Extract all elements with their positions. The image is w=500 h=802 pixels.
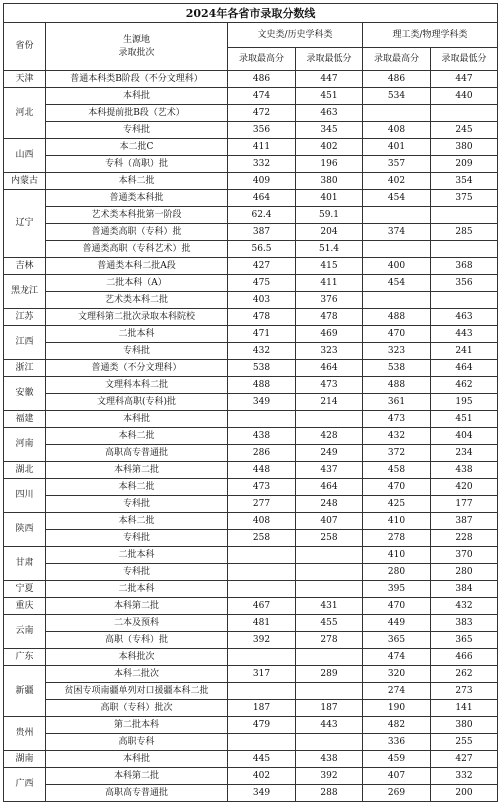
table-row (4, 496, 498, 513)
science-min-cell: 432 (431, 598, 498, 615)
table-row (4, 666, 498, 683)
table-row (4, 462, 498, 479)
science-min-cell: 384 (431, 581, 498, 598)
province-cell: 河北 (4, 88, 46, 139)
science-min-cell: 228 (431, 530, 498, 547)
liberal-min-cell: 478 (296, 309, 363, 326)
science-max-cell: 374 (363, 224, 431, 241)
liberal-max-cell: 408 (228, 513, 296, 530)
province-cell: 宁夏 (4, 581, 46, 598)
science-min-cell: 195 (431, 394, 498, 411)
liberal-min-cell: 204 (296, 224, 363, 241)
liberal-min-cell (296, 411, 363, 428)
batch-cell: 专科批 (46, 564, 228, 581)
liberal-max-cell: 427 (228, 258, 296, 275)
liberal-max-cell: 481 (228, 615, 296, 632)
science-max-cell: 432 (363, 428, 431, 445)
batch-cell: 本科第二批 (46, 598, 228, 615)
province-cell: 广西 (4, 768, 46, 802)
science-min-cell: 370 (431, 547, 498, 564)
batch-cell: 普通类本科批 (46, 190, 228, 207)
province-cell: 江西 (4, 326, 46, 360)
liberal-max-cell: 479 (228, 717, 296, 734)
table-row (4, 224, 498, 241)
province-cell: 内蒙古 (4, 173, 46, 190)
table-row (4, 88, 498, 105)
liberal-max-cell: 277 (228, 496, 296, 513)
liberal-max-cell: 258 (228, 530, 296, 547)
liberal-max-cell: 349 (228, 785, 296, 802)
batch-cell: 本科第二批 (46, 462, 228, 479)
science-min-cell: 365 (431, 632, 498, 649)
science-min-cell: 451 (431, 411, 498, 428)
science-min-cell: 383 (431, 615, 498, 632)
liberal-max-cell: 478 (228, 309, 296, 326)
science-min-cell: 209 (431, 156, 498, 173)
header-batch-line2: 录取批次 (118, 47, 155, 58)
batch-cell: 本科批 (46, 751, 228, 768)
science-min-cell: 466 (431, 649, 498, 666)
liberal-min-cell: 431 (296, 598, 363, 615)
science-min-cell: 463 (431, 309, 498, 326)
liberal-max-cell: 402 (228, 768, 296, 785)
header-science-min: 录取最低分 (431, 48, 498, 71)
header-science-max: 录取最高分 (363, 48, 431, 71)
liberal-max-cell: 445 (228, 751, 296, 768)
liberal-min-cell: 278 (296, 632, 363, 649)
liberal-min-cell: 464 (296, 479, 363, 496)
science-max-cell: 190 (363, 700, 431, 717)
science-min-cell (431, 241, 498, 258)
liberal-max-cell: 471 (228, 326, 296, 343)
liberal-max-cell: 62.4 (228, 207, 296, 224)
table-title: 2024年各省市录取分数线 (4, 4, 498, 23)
province-cell: 云南 (4, 615, 46, 649)
province-cell: 山西 (4, 139, 46, 173)
table-row (4, 564, 498, 581)
science-max-cell: 365 (363, 632, 431, 649)
table-row (4, 445, 498, 462)
liberal-min-cell: 443 (296, 717, 363, 734)
batch-cell: 文理科高职(专科)批 (46, 394, 228, 411)
liberal-min-cell: 407 (296, 513, 363, 530)
province-cell: 甘肃 (4, 547, 46, 581)
liberal-max-cell: 472 (228, 105, 296, 122)
science-min-cell (431, 292, 498, 309)
science-max-cell (363, 207, 431, 224)
header-liberal-arts: 文史类/历史学科类 (228, 23, 363, 48)
header-science: 理工类/物理学科类 (363, 23, 498, 48)
science-max-cell: 449 (363, 615, 431, 632)
batch-cell: 本科二批 (46, 428, 228, 445)
province-cell: 重庆 (4, 598, 46, 615)
province-cell: 福建 (4, 411, 46, 428)
batch-cell: 二批本科 (46, 581, 228, 598)
liberal-max-cell: 486 (228, 71, 296, 88)
table-row (4, 632, 498, 649)
province-cell: 吉林 (4, 258, 46, 275)
science-min-cell: 141 (431, 700, 498, 717)
batch-cell: 本科二批 (46, 513, 228, 530)
batch-cell: 普通类（不分文理科） (46, 360, 228, 377)
liberal-min-cell (296, 581, 363, 598)
header-liberal-max: 录取最高分 (228, 48, 296, 71)
province-cell: 湖北 (4, 462, 46, 479)
science-max-cell: 473 (363, 411, 431, 428)
liberal-min-cell: 51.4 (296, 241, 363, 258)
batch-cell: 本科第二批 (46, 768, 228, 785)
science-max-cell: 410 (363, 547, 431, 564)
science-max-cell: 534 (363, 88, 431, 105)
science-max-cell: 274 (363, 683, 431, 700)
table-row (4, 360, 498, 377)
table-row (4, 377, 498, 394)
batch-cell: 本科批 (46, 411, 228, 428)
table-row (4, 105, 498, 122)
batch-cell: 普通类高职（专科艺术）批 (46, 241, 228, 258)
table-row (4, 428, 498, 445)
science-max-cell (363, 292, 431, 309)
liberal-min-cell (296, 649, 363, 666)
science-min-cell: 332 (431, 768, 498, 785)
batch-cell: 二本及预科 (46, 615, 228, 632)
liberal-max-cell (228, 581, 296, 598)
science-max-cell: 470 (363, 326, 431, 343)
table-row (4, 683, 498, 700)
science-max-cell: 357 (363, 156, 431, 173)
province-cell: 安徽 (4, 377, 46, 411)
science-min-cell: 440 (431, 88, 498, 105)
header-batch (46, 23, 228, 71)
table-row (4, 343, 498, 360)
science-max-cell: 488 (363, 309, 431, 326)
liberal-min-cell: 345 (296, 122, 363, 139)
liberal-max-cell (228, 547, 296, 564)
liberal-max-cell: 411 (228, 139, 296, 156)
science-min-cell: 387 (431, 513, 498, 530)
liberal-max-cell (228, 734, 296, 751)
science-max-cell: 407 (363, 768, 431, 785)
science-max-cell (363, 105, 431, 122)
table-row (4, 207, 498, 224)
science-max-cell: 323 (363, 343, 431, 360)
liberal-max-cell: 392 (228, 632, 296, 649)
liberal-min-cell (296, 683, 363, 700)
liberal-min-cell: 464 (296, 360, 363, 377)
table-row (4, 139, 498, 156)
liberal-min-cell: 451 (296, 88, 363, 105)
science-min-cell: 368 (431, 258, 498, 275)
science-min-cell: 262 (431, 666, 498, 683)
table-row (4, 122, 498, 139)
batch-cell: 本科二批次 (46, 666, 228, 683)
liberal-min-cell: 187 (296, 700, 363, 717)
science-min-cell (431, 207, 498, 224)
liberal-min-cell (296, 734, 363, 751)
province-cell: 陕西 (4, 513, 46, 547)
science-max-cell: 470 (363, 479, 431, 496)
science-max-cell: 336 (363, 734, 431, 751)
liberal-max-cell: 467 (228, 598, 296, 615)
science-min-cell: 420 (431, 479, 498, 496)
liberal-max-cell: 464 (228, 190, 296, 207)
science-min-cell: 380 (431, 139, 498, 156)
table-row (4, 615, 498, 632)
science-min-cell: 200 (431, 785, 498, 802)
liberal-max-cell: 448 (228, 462, 296, 479)
liberal-max-cell: 286 (228, 445, 296, 462)
liberal-max-cell: 438 (228, 428, 296, 445)
liberal-min-cell: 196 (296, 156, 363, 173)
liberal-min-cell: 463 (296, 105, 363, 122)
batch-cell: 贫困专项南疆单列对口援疆本科二批 (46, 683, 228, 700)
table-row (4, 241, 498, 258)
science-max-cell: 372 (363, 445, 431, 462)
liberal-min-cell: 428 (296, 428, 363, 445)
liberal-min-cell (296, 547, 363, 564)
score-table-sheet (3, 3, 497, 802)
liberal-max-cell: 403 (228, 292, 296, 309)
liberal-max-cell: 187 (228, 700, 296, 717)
liberal-min-cell: 411 (296, 275, 363, 292)
batch-cell: 高职高专普通批 (46, 785, 228, 802)
science-max-cell: 454 (363, 275, 431, 292)
table-body (4, 71, 498, 802)
science-max-cell: 454 (363, 190, 431, 207)
batch-cell: 二批本科 (46, 547, 228, 564)
science-max-cell: 402 (363, 173, 431, 190)
science-min-cell: 404 (431, 428, 498, 445)
province-cell: 湖南 (4, 751, 46, 768)
science-min-cell: 438 (431, 462, 498, 479)
table-row (4, 71, 498, 88)
liberal-min-cell: 289 (296, 666, 363, 683)
province-cell: 天津 (4, 71, 46, 88)
liberal-min-cell: 258 (296, 530, 363, 547)
science-max-cell: 538 (363, 360, 431, 377)
liberal-min-cell: 438 (296, 751, 363, 768)
table-row (4, 411, 498, 428)
table-row (4, 292, 498, 309)
science-min-cell: 447 (431, 71, 498, 88)
table-row (4, 581, 498, 598)
science-max-cell: 458 (363, 462, 431, 479)
batch-cell: 本二批C (46, 139, 228, 156)
batch-cell: 艺术类本科二批 (46, 292, 228, 309)
table-row (4, 785, 498, 802)
table-row (4, 734, 498, 751)
science-max-cell: 470 (363, 598, 431, 615)
liberal-max-cell: 538 (228, 360, 296, 377)
liberal-max-cell: 387 (228, 224, 296, 241)
liberal-min-cell: 437 (296, 462, 363, 479)
batch-cell: 高职高专普通批 (46, 445, 228, 462)
batch-cell: 文理科第二批次录取本科院校 (46, 309, 228, 326)
header-batch-line1: 生源地 (122, 34, 150, 45)
province-cell: 新疆 (4, 666, 46, 717)
liberal-max-cell: 409 (228, 173, 296, 190)
liberal-min-cell: 59.1 (296, 207, 363, 224)
table-row (4, 717, 498, 734)
batch-cell: 本科批 (46, 88, 228, 105)
batch-cell: 本科二批 (46, 173, 228, 190)
science-min-cell: 443 (431, 326, 498, 343)
science-max-cell: 395 (363, 581, 431, 598)
science-min-cell: 177 (431, 496, 498, 513)
liberal-max-cell: 56.5 (228, 241, 296, 258)
science-max-cell: 459 (363, 751, 431, 768)
table-row (4, 751, 498, 768)
liberal-min-cell: 376 (296, 292, 363, 309)
science-max-cell (363, 241, 431, 258)
table-row (4, 649, 498, 666)
science-max-cell: 280 (363, 564, 431, 581)
science-max-cell: 269 (363, 785, 431, 802)
science-min-cell: 380 (431, 717, 498, 734)
table-row (4, 547, 498, 564)
science-min-cell: 255 (431, 734, 498, 751)
batch-cell: 二批本科 (46, 326, 228, 343)
batch-cell: 文理科本科二批 (46, 377, 228, 394)
science-min-cell: 427 (431, 751, 498, 768)
province-cell: 江苏 (4, 309, 46, 326)
science-min-cell: 462 (431, 377, 498, 394)
batch-cell: 普通类本科二批A段 (46, 258, 228, 275)
liberal-min-cell: 447 (296, 71, 363, 88)
table-row (4, 258, 498, 275)
batch-cell: 本科批次 (46, 649, 228, 666)
table-row (4, 768, 498, 785)
science-min-cell: 234 (431, 445, 498, 462)
admission-score-table (3, 3, 498, 802)
liberal-min-cell: 469 (296, 326, 363, 343)
table-row (4, 173, 498, 190)
batch-cell: 专科批 (46, 343, 228, 360)
batch-cell: 高职（专科）批次 (46, 700, 228, 717)
liberal-min-cell (296, 564, 363, 581)
province-cell: 辽宁 (4, 190, 46, 258)
science-max-cell: 320 (363, 666, 431, 683)
province-cell: 四川 (4, 479, 46, 513)
liberal-min-cell: 392 (296, 768, 363, 785)
science-max-cell: 488 (363, 377, 431, 394)
liberal-max-cell: 317 (228, 666, 296, 683)
science-min-cell: 245 (431, 122, 498, 139)
science-max-cell: 400 (363, 258, 431, 275)
science-max-cell: 361 (363, 394, 431, 411)
liberal-max-cell: 432 (228, 343, 296, 360)
batch-cell: 专科批 (46, 496, 228, 513)
liberal-max-cell: 475 (228, 275, 296, 292)
science-max-cell: 425 (363, 496, 431, 513)
liberal-max-cell (228, 411, 296, 428)
liberal-min-cell: 249 (296, 445, 363, 462)
science-max-cell: 401 (363, 139, 431, 156)
liberal-max-cell: 349 (228, 394, 296, 411)
liberal-max-cell (228, 564, 296, 581)
science-min-cell: 273 (431, 683, 498, 700)
batch-cell: 专科批 (46, 530, 228, 547)
province-cell: 贵州 (4, 717, 46, 751)
province-cell: 广东 (4, 649, 46, 666)
table-row (4, 479, 498, 496)
header-row-1 (4, 23, 498, 48)
batch-cell: 二批本科（A） (46, 275, 228, 292)
liberal-min-cell: 402 (296, 139, 363, 156)
liberal-min-cell: 473 (296, 377, 363, 394)
science-min-cell: 356 (431, 275, 498, 292)
batch-cell: 高职（专科）批 (46, 632, 228, 649)
liberal-min-cell: 455 (296, 615, 363, 632)
province-cell: 黑龙江 (4, 275, 46, 309)
liberal-max-cell (228, 683, 296, 700)
liberal-min-cell: 415 (296, 258, 363, 275)
table-row (4, 700, 498, 717)
table-row (4, 530, 498, 547)
province-cell: 河南 (4, 428, 46, 462)
liberal-min-cell: 380 (296, 173, 363, 190)
batch-cell: 本科提前批B段（艺术） (46, 105, 228, 122)
science-min-cell: 285 (431, 224, 498, 241)
table-row (4, 326, 498, 343)
table-row (4, 309, 498, 326)
liberal-min-cell: 288 (296, 785, 363, 802)
batch-cell: 高职专科 (46, 734, 228, 751)
batch-cell: 普通类高职（专科）批 (46, 224, 228, 241)
science-min-cell: 241 (431, 343, 498, 360)
science-max-cell: 410 (363, 513, 431, 530)
header-province: 省份 (4, 23, 46, 71)
province-cell: 浙江 (4, 360, 46, 377)
batch-cell: 专科（高职）批 (46, 156, 228, 173)
batch-cell: 专科批 (46, 122, 228, 139)
liberal-min-cell: 214 (296, 394, 363, 411)
table-row (4, 394, 498, 411)
liberal-max-cell: 356 (228, 122, 296, 139)
liberal-min-cell: 401 (296, 190, 363, 207)
science-max-cell: 486 (363, 71, 431, 88)
science-min-cell: 280 (431, 564, 498, 581)
liberal-max-cell: 473 (228, 479, 296, 496)
table-row (4, 598, 498, 615)
science-min-cell: 375 (431, 190, 498, 207)
science-min-cell: 354 (431, 173, 498, 190)
batch-cell: 第二批本科 (46, 717, 228, 734)
liberal-max-cell: 488 (228, 377, 296, 394)
liberal-max-cell (228, 649, 296, 666)
table-row (4, 156, 498, 173)
table-row (4, 190, 498, 207)
batch-cell: 艺术类本科批第一阶段 (46, 207, 228, 224)
table-row (4, 275, 498, 292)
science-min-cell: 464 (431, 360, 498, 377)
science-max-cell: 482 (363, 717, 431, 734)
liberal-min-cell: 248 (296, 496, 363, 513)
batch-cell: 普通本科类B阶段（不分文理科） (46, 71, 228, 88)
science-max-cell: 278 (363, 530, 431, 547)
science-min-cell (431, 105, 498, 122)
science-max-cell: 408 (363, 122, 431, 139)
science-max-cell: 474 (363, 649, 431, 666)
liberal-min-cell: 323 (296, 343, 363, 360)
table-row (4, 513, 498, 530)
header-liberal-min: 录取最低分 (296, 48, 363, 71)
liberal-max-cell: 332 (228, 156, 296, 173)
title-row (4, 4, 498, 23)
liberal-max-cell: 474 (228, 88, 296, 105)
batch-cell: 本科二批 (46, 479, 228, 496)
